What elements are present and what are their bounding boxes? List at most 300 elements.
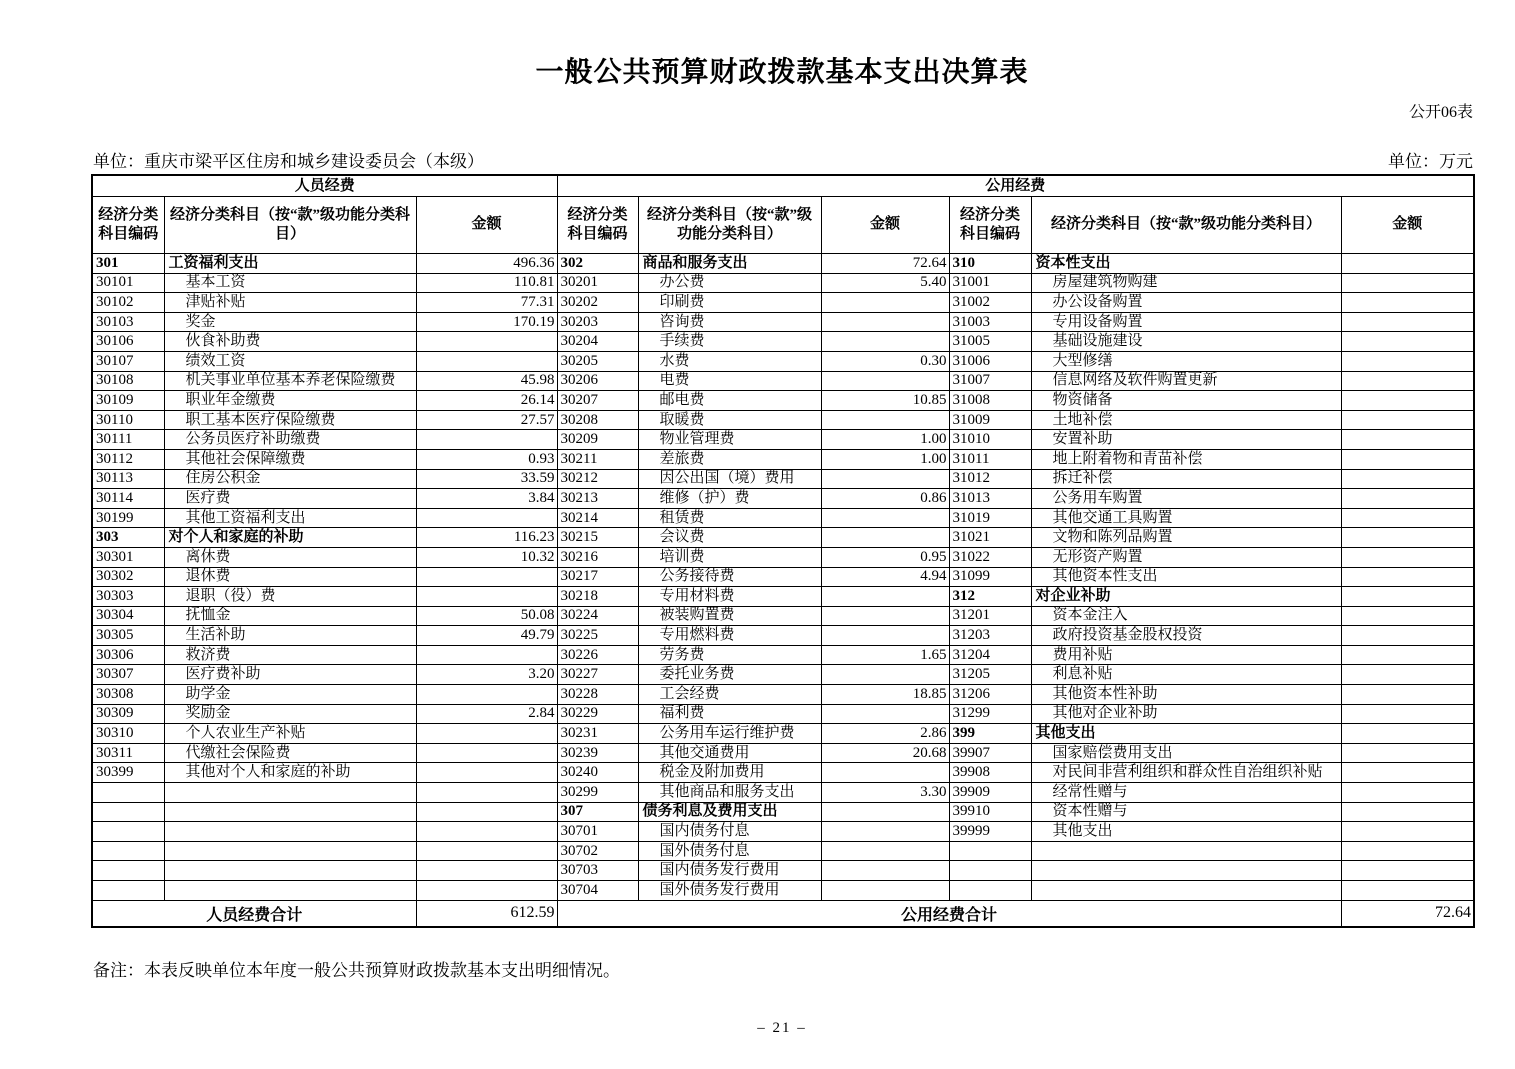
- cell-amount: [1341, 724, 1474, 744]
- cell-subject: 其他支出: [1031, 822, 1341, 842]
- cell-code: 31204: [949, 645, 1031, 665]
- cell-code: 30110: [92, 410, 164, 430]
- cell-subject: 政府投资基金股权投资: [1031, 626, 1341, 646]
- cell-code: 31205: [949, 665, 1031, 685]
- cell-code: 31206: [949, 685, 1031, 705]
- cell-subject: 拆迁补偿: [1031, 469, 1341, 489]
- reporting-unit: 单位：重庆市梁平区住房和城乡建设委员会（本级）: [93, 152, 484, 171]
- cell-amount: 10.85: [821, 391, 949, 411]
- cell-code: 310: [949, 254, 1031, 274]
- cell-code: 303: [92, 528, 164, 548]
- column-header-subject-1: 经济分类科目（按“款”级功能分类科目）: [164, 197, 416, 254]
- cell-subject: 房屋建筑物购建: [1031, 273, 1341, 293]
- cell-subject: 邮电费: [638, 391, 821, 411]
- table-row: [92, 763, 1474, 783]
- cell-code: 30108: [92, 371, 164, 391]
- cell-subject: 抚恤金: [164, 606, 416, 626]
- cell-amount: 77.31: [416, 293, 557, 313]
- cell-amount: [821, 704, 949, 724]
- cell-amount: [1341, 273, 1474, 293]
- cell-subject: 地上附着物和青苗补偿: [1031, 449, 1341, 469]
- cell-amount: [1341, 508, 1474, 528]
- table-row: [92, 430, 1474, 450]
- cell-subject: 劳务费: [638, 645, 821, 665]
- cell-amount: [1341, 371, 1474, 391]
- cell-amount: [1341, 410, 1474, 430]
- cell-amount: 2.84: [416, 704, 557, 724]
- cell-code: 30215: [557, 528, 638, 548]
- cell-code: 30109: [92, 391, 164, 411]
- cell-code: 30299: [557, 783, 638, 803]
- cell-amount: 50.08: [416, 606, 557, 626]
- cell-subject: 培训费: [638, 547, 821, 567]
- cell-code: 30209: [557, 430, 638, 450]
- cell-amount: [1341, 332, 1474, 352]
- cell-code: [92, 881, 164, 901]
- cell-subject: 退职（役）费: [164, 587, 416, 607]
- cell-code: [92, 841, 164, 861]
- cell-amount: [1341, 391, 1474, 411]
- cell-code: 30701: [557, 822, 638, 842]
- cell-subject: 医疗费补助: [164, 665, 416, 685]
- table-row: [92, 665, 1474, 685]
- cell-subject: 其他工资福利支出: [164, 508, 416, 528]
- cell-subject: 因公出国（境）费用: [638, 469, 821, 489]
- cell-subject: 其他对个人和家庭的补助: [164, 763, 416, 783]
- cell-code: 31010: [949, 430, 1031, 450]
- cell-amount: [1341, 665, 1474, 685]
- cell-code: 30107: [92, 351, 164, 371]
- cell-amount: [416, 802, 557, 822]
- cell-amount: 170.19: [416, 312, 557, 332]
- cell-amount: [416, 351, 557, 371]
- cell-subject: 文物和陈列品购置: [1031, 528, 1341, 548]
- cell-subject: 其他资本性补助: [1031, 685, 1341, 705]
- table-row: [92, 606, 1474, 626]
- cell-amount: 116.23: [416, 528, 557, 548]
- cell-amount: [821, 332, 949, 352]
- cell-amount: 49.79: [416, 626, 557, 646]
- cell-subject: 信息网络及软件购置更新: [1031, 371, 1341, 391]
- cell-subject: 办公设备购置: [1031, 293, 1341, 313]
- cell-subject: 奖励金: [164, 704, 416, 724]
- cell-amount: [1341, 685, 1474, 705]
- group-header-personnel: 人员经费: [92, 175, 557, 197]
- cell-code: 30214: [557, 508, 638, 528]
- cell-code: 31019: [949, 508, 1031, 528]
- cell-code: 30106: [92, 332, 164, 352]
- cell-subject: 生活补助: [164, 626, 416, 646]
- cell-subject: 资本性赠与: [1031, 802, 1341, 822]
- cell-amount: 3.30: [821, 783, 949, 803]
- cell-amount: 20.68: [821, 743, 949, 763]
- cell-code: 30204: [557, 332, 638, 352]
- cell-code: 30703: [557, 861, 638, 881]
- cell-subject: 国内债务付息: [638, 822, 821, 842]
- table-row: [92, 841, 1474, 861]
- cell-subject: 差旅费: [638, 449, 821, 469]
- cell-code: 30308: [92, 685, 164, 705]
- cell-subject: 公务员医疗补助缴费: [164, 430, 416, 450]
- cell-subject: 其他交通费用: [638, 743, 821, 763]
- cell-amount: 0.86: [821, 489, 949, 509]
- personnel-total-amount: 612.59: [416, 900, 557, 927]
- cell-code: [92, 802, 164, 822]
- cell-subject: [1031, 841, 1341, 861]
- public-total-label: 公用经费合计: [557, 900, 1341, 927]
- cell-subject: 电费: [638, 371, 821, 391]
- cell-amount: [821, 293, 949, 313]
- cell-subject: [164, 861, 416, 881]
- cell-amount: [416, 685, 557, 705]
- cell-code: 30203: [557, 312, 638, 332]
- table-row: [92, 293, 1474, 313]
- table-row: [92, 391, 1474, 411]
- cell-code: 30231: [557, 724, 638, 744]
- cell-amount: [416, 841, 557, 861]
- cell-code: 39999: [949, 822, 1031, 842]
- cell-code: 30218: [557, 587, 638, 607]
- cell-subject: 其他资本性支出: [1031, 567, 1341, 587]
- cell-code: 30208: [557, 410, 638, 430]
- column-header-code-1: 经济分类科目编码: [92, 197, 164, 254]
- cell-subject: 利息补贴: [1031, 665, 1341, 685]
- cell-amount: [821, 508, 949, 528]
- cell-amount: 4.94: [821, 567, 949, 587]
- cell-code: 31006: [949, 351, 1031, 371]
- table-row: [92, 645, 1474, 665]
- cell-amount: 5.40: [821, 273, 949, 293]
- cell-amount: [1341, 645, 1474, 665]
- cell-code: 30309: [92, 704, 164, 724]
- cell-subject: 资本性支出: [1031, 254, 1341, 274]
- cell-amount: [1341, 469, 1474, 489]
- cell-amount: [1341, 312, 1474, 332]
- cell-code: 30229: [557, 704, 638, 724]
- cell-subject: 会议费: [638, 528, 821, 548]
- cell-subject: 津贴补贴: [164, 293, 416, 313]
- cell-code: 31011: [949, 449, 1031, 469]
- cell-code: 30114: [92, 489, 164, 509]
- cell-amount: [821, 665, 949, 685]
- cell-subject: 国外债务发行费用: [638, 881, 821, 901]
- cell-subject: 委托业务费: [638, 665, 821, 685]
- table-row: [92, 704, 1474, 724]
- cell-code: 30113: [92, 469, 164, 489]
- cell-code: 30211: [557, 449, 638, 469]
- page-title: 一般公共预算财政拨款基本支出决算表: [535, 57, 1029, 88]
- cell-code: 31003: [949, 312, 1031, 332]
- cell-subject: 商品和服务支出: [638, 254, 821, 274]
- table-row: [92, 626, 1474, 646]
- cell-code: 30202: [557, 293, 638, 313]
- totals-row: [92, 900, 1474, 927]
- cell-subject: 工会经费: [638, 685, 821, 705]
- cell-amount: 18.85: [821, 685, 949, 705]
- cell-code: 31203: [949, 626, 1031, 646]
- cell-code: 31005: [949, 332, 1031, 352]
- cell-amount: [416, 743, 557, 763]
- table-row: [92, 332, 1474, 352]
- cell-code: 30103: [92, 312, 164, 332]
- table-row: [92, 254, 1474, 274]
- cell-subject: 基础设施建设: [1031, 332, 1341, 352]
- cell-subject: 专用材料费: [638, 587, 821, 607]
- cell-subject: 其他商品和服务支出: [638, 783, 821, 803]
- cell-subject: 物业管理费: [638, 430, 821, 450]
- cell-amount: [416, 430, 557, 450]
- cell-amount: [1341, 528, 1474, 548]
- cell-amount: [821, 587, 949, 607]
- table-row: [92, 371, 1474, 391]
- cell-code: 31021: [949, 528, 1031, 548]
- table-body: [92, 254, 1474, 901]
- table-row: [92, 449, 1474, 469]
- cell-code: 31002: [949, 293, 1031, 313]
- cell-amount: [821, 469, 949, 489]
- footnote: 备注：本表反映单位本年度一般公共预算财政拨款基本支出明细情况。: [93, 961, 620, 980]
- cell-amount: [416, 567, 557, 587]
- cell-subject: 公务用车购置: [1031, 489, 1341, 509]
- cell-subject: 印刷费: [638, 293, 821, 313]
- cell-code: 30239: [557, 743, 638, 763]
- cell-amount: 2.86: [821, 724, 949, 744]
- cell-subject: 奖金: [164, 312, 416, 332]
- cell-amount: [1341, 606, 1474, 626]
- cell-subject: 咨询费: [638, 312, 821, 332]
- cell-subject: 对个人和家庭的补助: [164, 528, 416, 548]
- column-header-amount-3: 金额: [1341, 197, 1474, 254]
- cell-code: 30112: [92, 449, 164, 469]
- table-row: [92, 567, 1474, 587]
- cell-amount: [821, 312, 949, 332]
- cell-subject: 伙食补助费: [164, 332, 416, 352]
- cell-code: [92, 822, 164, 842]
- cell-amount: [1341, 626, 1474, 646]
- cell-subject: 职业年金缴费: [164, 391, 416, 411]
- column-header-code-3: 经济分类科目编码: [949, 197, 1031, 254]
- table-row: [92, 508, 1474, 528]
- cell-amount: [821, 841, 949, 861]
- cell-subject: 国外债务付息: [638, 841, 821, 861]
- cell-code: 30101: [92, 273, 164, 293]
- cell-code: 31201: [949, 606, 1031, 626]
- cell-code: 30399: [92, 763, 164, 783]
- cell-amount: [1341, 802, 1474, 822]
- cell-code: 30304: [92, 606, 164, 626]
- cell-code: [92, 783, 164, 803]
- cell-amount: [416, 861, 557, 881]
- cell-amount: [1341, 293, 1474, 313]
- cell-code: 30217: [557, 567, 638, 587]
- cell-amount: [416, 881, 557, 901]
- cell-subject: 维修（护）费: [638, 489, 821, 509]
- cell-amount: 72.64: [821, 254, 949, 274]
- cell-subject: 水费: [638, 351, 821, 371]
- cell-code: 30207: [557, 391, 638, 411]
- cell-amount: [416, 822, 557, 842]
- cell-subject: 基本工资: [164, 273, 416, 293]
- cell-amount: 33.59: [416, 469, 557, 489]
- cell-subject: 被装购置费: [638, 606, 821, 626]
- cell-amount: [1341, 254, 1474, 274]
- cell-amount: [1341, 547, 1474, 567]
- cell-amount: [416, 724, 557, 744]
- group-header-public: 公用经费: [557, 175, 1474, 197]
- cell-subject: 费用补贴: [1031, 645, 1341, 665]
- cell-code: 30704: [557, 881, 638, 901]
- cell-code: 30302: [92, 567, 164, 587]
- cell-subject: 对企业补助: [1031, 587, 1341, 607]
- cell-amount: 27.57: [416, 410, 557, 430]
- cell-subject: 专用燃料费: [638, 626, 821, 646]
- cell-amount: 0.30: [821, 351, 949, 371]
- cell-code: 30305: [92, 626, 164, 646]
- cell-subject: 租赁费: [638, 508, 821, 528]
- cell-subject: [164, 841, 416, 861]
- cell-amount: [416, 332, 557, 352]
- cell-amount: [821, 822, 949, 842]
- cell-subject: 职工基本医疗保险缴费: [164, 410, 416, 430]
- cell-subject: 救济费: [164, 645, 416, 665]
- column-header-row: [92, 197, 1474, 254]
- cell-amount: [1341, 763, 1474, 783]
- cell-code: 39908: [949, 763, 1031, 783]
- cell-amount: 3.84: [416, 489, 557, 509]
- cell-subject: 税金及附加费用: [638, 763, 821, 783]
- cell-amount: [416, 587, 557, 607]
- cell-code: 30702: [557, 841, 638, 861]
- cell-amount: [1341, 449, 1474, 469]
- table-row: [92, 469, 1474, 489]
- cell-amount: [1341, 881, 1474, 901]
- cell-code: 30199: [92, 508, 164, 528]
- cell-code: 30306: [92, 645, 164, 665]
- cell-subject: [164, 802, 416, 822]
- cell-code: 31001: [949, 273, 1031, 293]
- cell-amount: 110.81: [416, 273, 557, 293]
- cell-code: 302: [557, 254, 638, 274]
- cell-amount: [1341, 841, 1474, 861]
- cell-subject: 取暖费: [638, 410, 821, 430]
- cell-subject: 债务利息及费用支出: [638, 802, 821, 822]
- cell-code: 39907: [949, 743, 1031, 763]
- cell-code: 301: [92, 254, 164, 274]
- cell-amount: [821, 861, 949, 881]
- cell-amount: [1341, 351, 1474, 371]
- cell-amount: [821, 626, 949, 646]
- cell-subject: 机关事业单位基本养老保险缴费: [164, 371, 416, 391]
- cell-subject: 国内债务发行费用: [638, 861, 821, 881]
- personnel-total-label: 人员经费合计: [92, 900, 416, 927]
- group-header-row: [92, 175, 1474, 197]
- cell-subject: 退休费: [164, 567, 416, 587]
- cell-amount: [416, 508, 557, 528]
- cell-subject: 代缴社会保险费: [164, 743, 416, 763]
- table-row: [92, 587, 1474, 607]
- cell-code: 30213: [557, 489, 638, 509]
- cell-amount: [1341, 567, 1474, 587]
- cell-subject: 物资储备: [1031, 391, 1341, 411]
- cell-code: 30227: [557, 665, 638, 685]
- cell-code: 30212: [557, 469, 638, 489]
- cell-code: [949, 881, 1031, 901]
- table-row: [92, 802, 1474, 822]
- cell-amount: [1341, 743, 1474, 763]
- cell-code: 30206: [557, 371, 638, 391]
- cell-subject: 其他对企业补助: [1031, 704, 1341, 724]
- expenditure-table: [91, 174, 1475, 928]
- cell-subject: 助学金: [164, 685, 416, 705]
- cell-subject: 公务用车运行维护费: [638, 724, 821, 744]
- cell-amount: [416, 783, 557, 803]
- table-row: [92, 743, 1474, 763]
- cell-code: 31022: [949, 547, 1031, 567]
- cell-subject: 大型修缮: [1031, 351, 1341, 371]
- cell-code: 30225: [557, 626, 638, 646]
- cell-code: 30216: [557, 547, 638, 567]
- cell-code: 31299: [949, 704, 1031, 724]
- cell-amount: [821, 763, 949, 783]
- cell-amount: 3.20: [416, 665, 557, 685]
- cell-code: [92, 861, 164, 881]
- cell-code: [949, 841, 1031, 861]
- cell-subject: 离休费: [164, 547, 416, 567]
- cell-amount: [1341, 704, 1474, 724]
- cell-amount: 45.98: [416, 371, 557, 391]
- column-header-code-2: 经济分类科目编码: [557, 197, 638, 254]
- cell-subject: 办公费: [638, 273, 821, 293]
- cell-subject: 个人农业生产补贴: [164, 724, 416, 744]
- cell-code: 312: [949, 587, 1031, 607]
- cell-amount: [821, 881, 949, 901]
- cell-subject: 资本金注入: [1031, 606, 1341, 626]
- column-header-amount-2: 金额: [821, 197, 949, 254]
- table-row: [92, 351, 1474, 371]
- cell-subject: 住房公积金: [164, 469, 416, 489]
- cell-amount: [821, 606, 949, 626]
- cell-code: 399: [949, 724, 1031, 744]
- cell-amount: [1341, 822, 1474, 842]
- cell-amount: [1341, 489, 1474, 509]
- cell-amount: 1.00: [821, 430, 949, 450]
- cell-subject: 无形资产购置: [1031, 547, 1341, 567]
- cell-subject: [1031, 881, 1341, 901]
- cell-subject: 公务接待费: [638, 567, 821, 587]
- cell-code: 39909: [949, 783, 1031, 803]
- cell-subject: [164, 881, 416, 901]
- cell-code: 30307: [92, 665, 164, 685]
- cell-subject: 对民间非营利组织和群众性自治组织补贴: [1031, 763, 1341, 783]
- cell-subject: 土地补偿: [1031, 410, 1341, 430]
- table-row: [92, 724, 1474, 744]
- table-row: [92, 273, 1474, 293]
- table-row: [92, 410, 1474, 430]
- cell-code: 31099: [949, 567, 1031, 587]
- cell-code: 307: [557, 802, 638, 822]
- column-header-amount-1: 金额: [416, 197, 557, 254]
- cell-amount: 1.65: [821, 645, 949, 665]
- cell-code: 31013: [949, 489, 1031, 509]
- table-row: [92, 547, 1474, 567]
- column-header-subject-2: 经济分类科目（按“款”级功能分类科目）: [638, 197, 821, 254]
- cell-subject: 福利费: [638, 704, 821, 724]
- cell-amount: [416, 645, 557, 665]
- cell-amount: [1341, 587, 1474, 607]
- cell-subject: 医疗费: [164, 489, 416, 509]
- table-row: [92, 881, 1474, 901]
- table-row: [92, 861, 1474, 881]
